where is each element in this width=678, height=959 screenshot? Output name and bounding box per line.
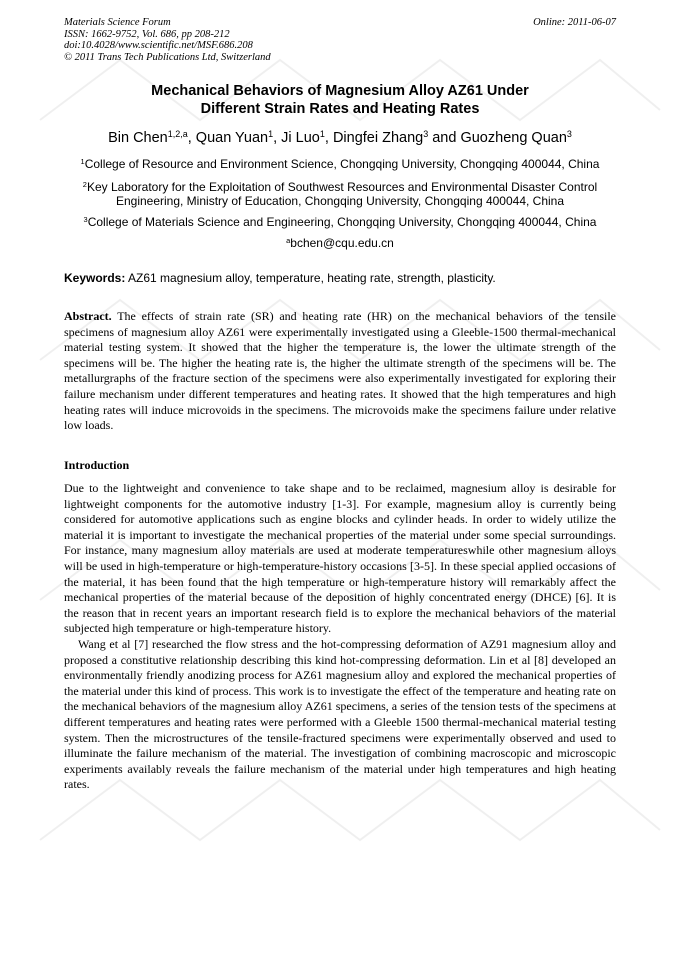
section-heading-introduction: Introduction [64, 458, 130, 472]
author-sup: 1 [319, 129, 325, 140]
affiliation-text: Key Laboratory for the Exploitation of Southwest Resources and Environmental Disaster Control Engineering, Ministry of Education, Chongqing University, Chongqing 400044, China [86, 180, 598, 208]
issn-line: ISSN: 1662-9752, Vol. 686, pp 208-212 [64, 28, 230, 40]
author-name: Dingfei Zhang [332, 130, 424, 146]
affiliation-2 [64, 180, 616, 208]
email-address[interactable]: bchen@cqu.edu.cn [290, 236, 394, 250]
title-line-1: Mechanical Behaviors of Magnesium Alloy AZ61 Under [151, 83, 529, 99]
abstract [64, 309, 616, 434]
keywords-label: Keywords: [64, 271, 126, 285]
author-sup: 3 [566, 129, 572, 140]
author-sup: 3 [423, 129, 429, 140]
author-sep: , [324, 130, 333, 146]
doi-line: doi:10.4028/www.scientific.net/MSF.686.208 [64, 40, 253, 51]
author-sep: and [428, 130, 461, 146]
affiliation-sup: 1 [80, 156, 85, 166]
keywords [64, 271, 616, 285]
paper-title [64, 82, 616, 118]
abstract-label: Abstract. [64, 309, 112, 323]
author-name: Bin Chen [108, 130, 168, 146]
copyright-line: © 2011 Trans Tech Publications Ltd, Switzerland [64, 51, 271, 63]
email-sup: a [286, 235, 291, 245]
affiliation-sup: 2 [82, 179, 87, 189]
author-name: Ji Luo [281, 130, 320, 146]
affiliation-1 [64, 157, 616, 171]
paragraph: Wang et al [7] researched the flow stress and the hot-compressing deformation of AZ91 magnesium alloy and proposed a constitutive relationship describing this kind hot-compressing deformation. Lin et al [8] developed an environmentally friendly anodizing process for AZ61 magnesium alloy and explored the mechanical properties of the material under this kind of process. This work is to investigate the effect of the temperature and heating rate on the mechanical behaviors of the magnesium alloy AZ61 specimens, a series of the tension tests of the specimens at different temperatures and heating rates were performed with a Gleeble 1500 thermal-mechanical material testing system. Then the microstructures of the tensile-fractured specimens were experimentally observed and used to illuminate the failure mechanism of the material. The investigation of combining macroscopic and microscopic experiments availably reveals the failure mechanism of the material under high temperatures and high heating rates. [64, 636, 616, 792]
affiliation-text: College of Resource and Environment Science, Chongqing University, Chongqing 400044, China [84, 157, 600, 171]
author-sep: , [273, 130, 282, 146]
email-line[interactable] [64, 236, 616, 250]
affiliation-sup: 3 [83, 214, 88, 224]
author-name: Guozheng Quan [460, 130, 567, 146]
author-sup: 1 [268, 129, 274, 140]
title-line-2: Different Strain Rates and Heating Rates [200, 101, 480, 117]
abstract-text: The effects of strain rate (SR) and heating rate (HR) on the mechanical behaviors of the tensile specimens of magnesium alloy AZ61 were experimentally investigated using a Gleeble-1500 thermal-mechanical material testing system. It showed that the higher the temperature is, the lower the ultimate strength of the specimens will be. The higher the heating rate is, the higher the ultimate strength of the specimens will be. The metallurgraphs of the fracture section of the specimens were also experimentally investigated for exploring their failure mechanism under different temperatures and heating rates. It showed that the high temperatures and high heating rates will induce microvoids in the specimens. The microvoids make the specimens failure under relative low loads. [64, 309, 616, 433]
keywords-text: AZ61 magnesium alloy, temperature, heating rate, strength, plasticity. [128, 271, 496, 285]
affiliation-text: College of Materials Science and Engineering, Chongqing University, Chongqing 400044, China [87, 215, 597, 229]
author-sep: , [187, 130, 196, 146]
journal-name: Materials Science Forum [64, 17, 171, 28]
paragraph: Due to the lightweight and convenience to take shape and to be reclaimed, magnesium alloy is desirable for lightweight components for the automotive industry [1-3]. For example, magnesium alloy is currently being considered for automotive applications such as engine blocks and cylinder heads. In order to widely utilize the material it is important to investigate the mechanical properties of the material under some special surroundings. For instance, many magnesium alloy materials are used at moderate temperatureswhile other magnesium alloys will be used in high-temperature or high-temperature-history occasions [3-5]. In these special applied occasions of the material, it has been found that the high temperature or high-temperature history will remarkably affect the mechanical properties of the material because of the deposition of highly concentrated energy (DHCE) [6]. It is the reason that in recent years an important research field is to explore the mechanical behaviors of the material subjected high temperature or high-temperature history. [64, 481, 616, 636]
author-sup: 1,2,a [167, 129, 188, 140]
online-date: Online: 2011-06-07 [533, 17, 616, 28]
journal-header [64, 17, 616, 63]
affiliation-3 [64, 215, 616, 229]
introduction-body [64, 481, 616, 793]
author-name: Quan Yuan [195, 130, 269, 146]
author-list [64, 129, 616, 147]
